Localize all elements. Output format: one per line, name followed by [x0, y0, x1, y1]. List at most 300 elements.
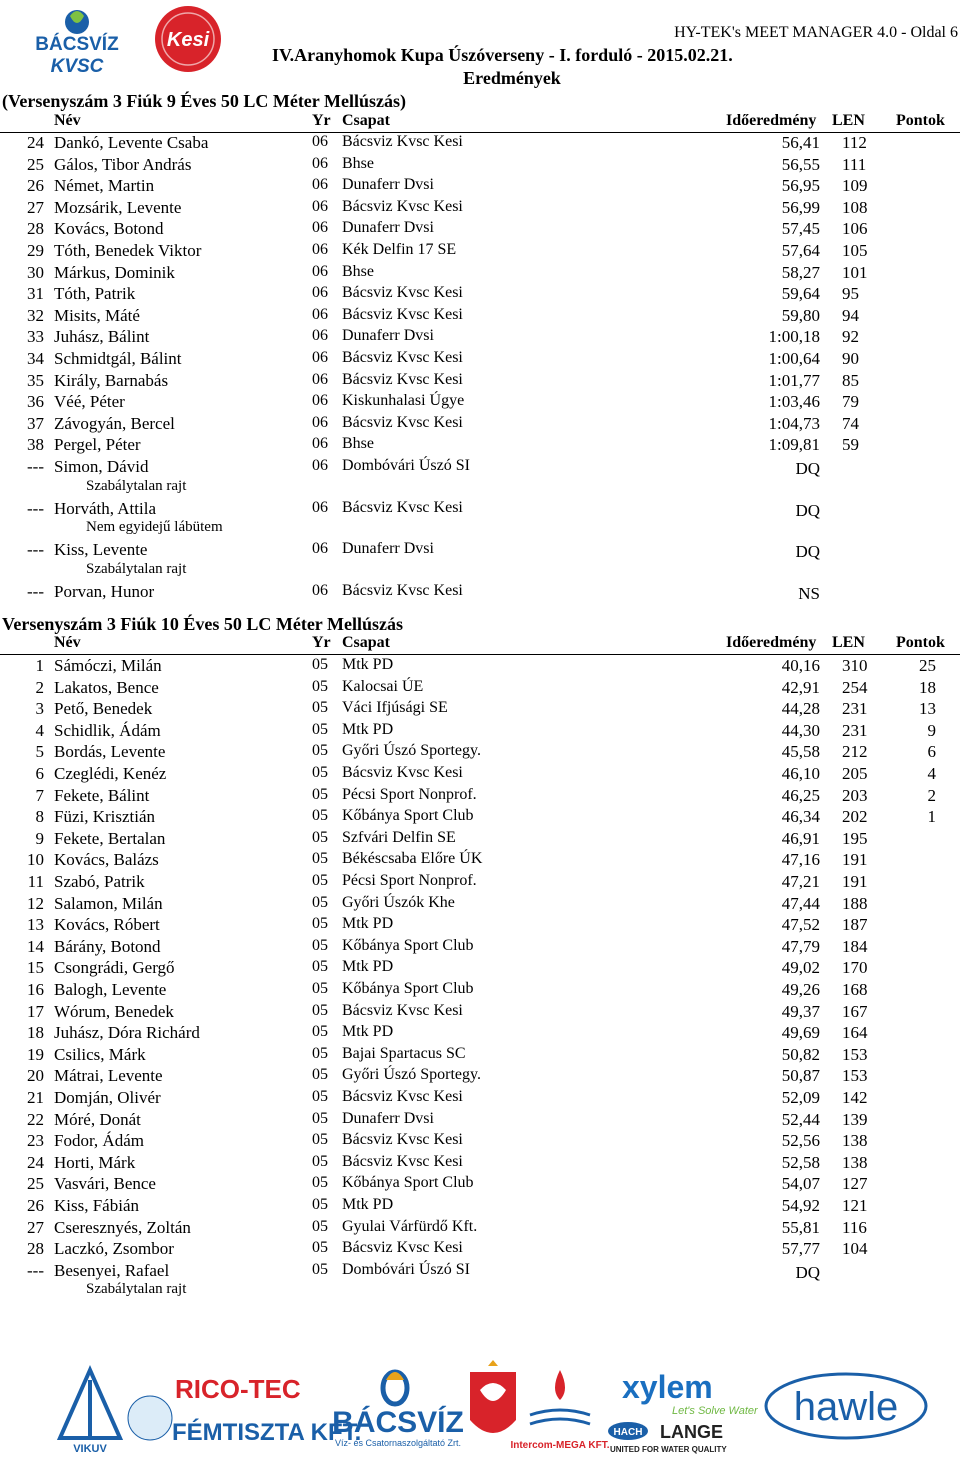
birth-year: 06: [312, 370, 328, 388]
len-points: 109: [842, 176, 868, 196]
results-subtitle: Eredmények: [463, 68, 561, 88]
result-row: [0, 872, 960, 893]
dq-row: [0, 1261, 960, 1282]
birth-year: 05: [312, 1001, 328, 1019]
birth-year: 05: [312, 872, 328, 889]
swimmer-name: Gálos, Tibor András: [54, 154, 192, 174]
result-place: 16: [27, 980, 44, 999]
result-time: 47,44: [781, 893, 820, 913]
result-row: [0, 786, 960, 807]
intercom-logo: [510, 1370, 609, 1451]
result-row: [0, 742, 960, 763]
result-place: 22: [27, 1109, 44, 1129]
intercom-text: Intercom-MEGA KFT.: [510, 1440, 610, 1451]
birth-year: 05: [312, 1066, 328, 1084]
result-place: ---: [27, 457, 44, 476]
team-name: Dunaferr Dvsi: [342, 176, 434, 194]
femtiszta-text: FÉMTISZTA KFT.: [172, 1419, 362, 1446]
swimmer-name: Pergel, Péter: [54, 435, 141, 455]
birth-year: 06: [312, 498, 328, 516]
logo2-text: Kesi: [166, 29, 210, 51]
result-status: DQ: [795, 1262, 820, 1282]
xylem-hach-logo: [608, 1369, 759, 1454]
result-time: 56,95: [781, 176, 820, 196]
swimmer-name: Tóth, Patrik: [54, 284, 136, 304]
len-points: 59: [842, 435, 859, 455]
result-time: 46,10: [781, 764, 820, 783]
swimmer-name: Márkus, Dominik: [54, 262, 175, 282]
result-time: 52,44: [781, 1109, 820, 1129]
bacsviz-sponsor-text: BÁCSVÍZ: [332, 1406, 464, 1439]
result-row: [0, 829, 960, 850]
swimmer-name: Kiss, Levente: [54, 540, 148, 560]
swimmer-name: Salamon, Milán: [54, 893, 163, 913]
swimmer-name: Porvan, Hunor: [54, 581, 155, 601]
result-place: 24: [27, 133, 44, 152]
ricotec-text: RICO-TEC: [175, 1374, 301, 1404]
result-place: 26: [27, 1196, 44, 1215]
swimmer-name: Laczkó, Zsombor: [54, 1239, 174, 1259]
result-time: 57,45: [781, 219, 820, 239]
result-time: 1:03,46: [768, 392, 820, 412]
team-name: Dunaferr Dvsi: [342, 327, 434, 345]
result-time: 59,80: [781, 305, 820, 325]
hawle-logo: [766, 1374, 926, 1438]
result-place: 1: [35, 656, 44, 675]
result-row: [0, 656, 960, 677]
birth-year: 05: [312, 893, 328, 911]
result-place: 12: [27, 893, 44, 913]
result-time: 1:09,81: [768, 435, 820, 455]
result-time: 52,09: [781, 1088, 820, 1107]
len-points: 188: [842, 893, 868, 913]
team-name: Bácsviz Kvsc Kesi: [342, 1239, 463, 1257]
team-name: Kőbánya Sport Club: [342, 807, 474, 825]
score-points: 13: [919, 699, 936, 719]
xylem-sub: Let's Solve Water: [672, 1405, 758, 1417]
len-points: 121: [842, 1196, 868, 1215]
result-row: [0, 392, 960, 413]
team-name: Szfvári Delfin SE: [342, 828, 456, 846]
swimmer-name: Kiss, Fábián: [54, 1196, 139, 1215]
swimmer-name: Schmidtgál, Bálint: [54, 349, 182, 368]
meet-manager-label: HY-TEK's MEET MANAGER 4.0 - Oldal 6: [674, 24, 958, 41]
len-points: 153: [842, 1044, 868, 1064]
team-name: Győri Úszó Sportegy.: [342, 742, 481, 760]
score-points: 25: [919, 656, 936, 675]
len-points: 116: [842, 1217, 867, 1237]
result-place: ---: [27, 498, 44, 518]
team-name: Bácsviz Kvsc Kesi: [342, 1131, 463, 1149]
len-points: 142: [842, 1088, 868, 1107]
vikuv-text: VIKUV: [73, 1443, 107, 1455]
result-row: [0, 1002, 960, 1023]
team-name: Bácsviz Kvsc Kesi: [342, 1152, 463, 1170]
event2-column-header: [0, 634, 960, 655]
dq-reason: Szabálytalan rajt: [86, 560, 187, 577]
birth-year: 05: [312, 1196, 328, 1213]
score-points: 18: [919, 677, 936, 697]
len-points: 187: [842, 915, 868, 935]
result-row: [0, 1196, 960, 1217]
birth-year: 05: [312, 720, 328, 738]
team-name: Kőbánya Sport Club: [342, 1174, 474, 1192]
result-place: 7: [35, 785, 44, 805]
result-row: [0, 937, 960, 958]
birth-year: 05: [312, 1088, 328, 1105]
result-row: [0, 176, 960, 197]
result-place: 25: [27, 1174, 44, 1194]
result-place: 34: [27, 349, 44, 368]
result-time: 57,77: [781, 1239, 820, 1259]
result-place: 37: [27, 413, 44, 433]
team-name: Mtk PD: [342, 958, 394, 976]
swimmer-name: Simon, Dávid: [54, 457, 149, 476]
result-row: [0, 1218, 960, 1239]
result-time: 49,37: [781, 1001, 820, 1021]
result-row: [0, 1239, 960, 1260]
swimmer-name: Lakatos, Bence: [54, 677, 159, 697]
len-points: 254: [842, 677, 868, 697]
result-time: 1:04,73: [768, 413, 820, 433]
team-name: Mtk PD: [342, 656, 394, 673]
result-place: 31: [27, 284, 44, 304]
result-place: 2: [35, 677, 44, 697]
result-time: 1:00,18: [768, 327, 820, 347]
team-name: Mtk PD: [342, 1023, 394, 1041]
birth-year: 05: [312, 742, 328, 760]
len-points: 106: [842, 219, 868, 239]
team-name: Kőbánya Sport Club: [342, 936, 474, 954]
team-name: Bhse: [342, 262, 374, 280]
result-time: 47,79: [781, 936, 820, 956]
team-name: Mtk PD: [342, 915, 394, 933]
col-time: Időeredmény: [726, 634, 817, 651]
birth-year: 05: [312, 677, 328, 695]
result-place: 28: [27, 1239, 44, 1259]
len-points: 127: [842, 1174, 868, 1194]
result-row: [0, 678, 960, 699]
swimmer-name: Czeglédi, Kenéz: [54, 764, 167, 783]
birth-year: 05: [312, 850, 328, 868]
len-points: 184: [842, 936, 868, 956]
swimmer-name: Tóth, Benedek Viktor: [54, 241, 202, 260]
score-points: 9: [927, 720, 936, 740]
result-place: 36: [27, 392, 44, 412]
col-team: Csapat: [342, 634, 391, 651]
result-time: 44,28: [781, 699, 820, 719]
swimmer-name: Bordás, Levente: [54, 742, 166, 762]
team-name: Kék Delfin 17 SE: [342, 241, 457, 258]
swimmer-name: Csongrádi, Gergő: [54, 958, 175, 978]
result-row: [0, 284, 960, 305]
birth-year: 05: [312, 1174, 328, 1192]
birth-year: 06: [312, 327, 328, 345]
city-crest-icon: [470, 1360, 516, 1433]
result-time: 56,55: [781, 154, 820, 174]
birth-year: 05: [312, 1152, 328, 1170]
team-name: Bhse: [342, 154, 374, 172]
team-name: Dombóvári Úszó SI: [342, 1260, 470, 1278]
team-name: Kőbánya Sport Club: [342, 980, 474, 997]
team-name: Dunaferr Dvsi: [342, 1109, 434, 1127]
birth-year: 05: [312, 936, 328, 954]
team-name: Bácsviz Kvsc Kesi: [342, 498, 463, 516]
team-name: Pécsi Sport Nonprof.: [342, 872, 477, 889]
len-points: 112: [842, 133, 867, 152]
result-place: 9: [35, 828, 44, 848]
birth-year: 06: [312, 457, 328, 474]
result-time: 54,07: [781, 1174, 820, 1194]
result-row: [0, 1131, 960, 1152]
len-points: 191: [842, 872, 868, 891]
len-points: 74: [842, 413, 859, 433]
kesi-logo: [152, 4, 224, 74]
len-points: 111: [842, 154, 867, 174]
result-time: 52,56: [781, 1131, 820, 1151]
len-points: 108: [842, 197, 868, 217]
swimmer-name: Horváth, Attila: [54, 498, 156, 518]
len-points: 191: [842, 850, 868, 870]
dq-row: [0, 457, 960, 478]
result-place: 5: [35, 742, 44, 762]
result-row: [0, 915, 960, 936]
result-place: 3: [35, 699, 44, 719]
birth-year: 05: [312, 958, 328, 976]
team-name: Gyulai Várfürdő Kft.: [342, 1217, 478, 1235]
result-row: [0, 241, 960, 262]
xylem-text: xylem: [622, 1369, 713, 1405]
len-points: 168: [842, 980, 868, 999]
result-place: 27: [27, 1217, 44, 1237]
result-row: [0, 850, 960, 871]
swimmer-name: Szabó, Patrik: [54, 872, 145, 891]
swimmer-name: Fodor, Ádám: [54, 1131, 144, 1151]
len-points: 138: [842, 1131, 868, 1151]
result-row: [0, 327, 960, 348]
result-row: [0, 306, 960, 327]
result-time: 59,64: [781, 284, 820, 304]
swimmer-name: Domján, Olivér: [54, 1088, 161, 1107]
birth-year: 06: [312, 413, 328, 431]
swimmer-name: Wórum, Benedek: [54, 1001, 174, 1021]
result-row: [0, 1023, 960, 1044]
team-name: Győri Úszó Sportegy.: [342, 1066, 481, 1084]
result-place: 13: [27, 915, 44, 935]
swimmer-name: Füzi, Krisztián: [54, 807, 156, 827]
team-name: Bácsviz Kvsc Kesi: [342, 197, 463, 215]
birth-year: 05: [312, 807, 328, 825]
result-row: [0, 699, 960, 720]
result-row: [0, 894, 960, 915]
result-time: 50,82: [781, 1044, 820, 1064]
result-time: 47,16: [781, 850, 820, 870]
score-points: 1: [927, 807, 936, 827]
team-name: Bácsviz Kvsc Kesi: [342, 133, 463, 150]
result-place: ---: [27, 581, 44, 601]
birth-year: 06: [312, 219, 328, 237]
team-name: Bácsviz Kvsc Kesi: [342, 413, 463, 431]
team-name: Mtk PD: [342, 1196, 394, 1213]
swimmer-name: Fekete, Bálint: [54, 785, 150, 805]
result-time: 42,91: [781, 677, 820, 697]
dq-reason: Nem egyidejű lábütem: [86, 519, 223, 536]
col-yr: Yr: [312, 634, 331, 651]
birth-year: 06: [312, 133, 328, 150]
result-place: 24: [27, 1152, 44, 1172]
result-time: 56,99: [781, 197, 820, 217]
swimmer-name: Misits, Máté: [54, 305, 140, 325]
swimmer-name: Juhász, Bálint: [54, 327, 150, 347]
result-place: 17: [27, 1001, 44, 1021]
result-place: 11: [27, 872, 44, 891]
result-place: ---: [27, 540, 44, 560]
logo1-text-top: BÁCSVÍZ: [35, 34, 119, 55]
team-name: Kiskunhalasi Úgye: [342, 392, 465, 410]
birth-year: 06: [312, 392, 328, 410]
len-points: 104: [842, 1239, 868, 1259]
sponsor-banner: [0, 1360, 960, 1458]
team-name: Bácsviz Kvsc Kesi: [342, 1001, 463, 1019]
result-time: 58,27: [781, 262, 820, 282]
result-status: DQ: [795, 542, 820, 562]
result-row: [0, 1066, 960, 1087]
result-place: 28: [27, 219, 44, 239]
result-place: 29: [27, 241, 44, 260]
result-time: 1:00,64: [768, 349, 820, 368]
team-name: Pécsi Sport Nonprof.: [342, 785, 477, 803]
result-place: 32: [27, 305, 44, 325]
len-points: 205: [842, 764, 868, 783]
result-time: 57,64: [781, 241, 820, 260]
result-time: 49,02: [781, 958, 820, 978]
ricotec-logo: [128, 1374, 361, 1446]
result-time: 45,58: [781, 742, 820, 762]
result-time: 49,26: [781, 980, 820, 999]
result-row: [0, 371, 960, 392]
team-name: Dunaferr Dvsi: [342, 219, 434, 237]
result-time: 50,87: [781, 1066, 820, 1086]
birth-year: 06: [312, 284, 328, 302]
birth-year: 05: [312, 915, 328, 933]
team-name: Bajai Spartacus SC: [342, 1044, 466, 1062]
len-points: 101: [842, 262, 868, 282]
score-points: 4: [927, 764, 936, 783]
result-place: 27: [27, 197, 44, 217]
birth-year: 06: [312, 197, 328, 215]
page-header: [0, 0, 960, 96]
result-row: [0, 1088, 960, 1109]
swimmer-name: Kovács, Róbert: [54, 915, 160, 935]
dq-row: [0, 582, 960, 603]
len-points: 139: [842, 1109, 868, 1129]
dq-reason: Szabálytalan rajt: [86, 477, 187, 494]
swimmer-name: Király, Barnabás: [54, 370, 169, 390]
result-row: [0, 807, 960, 828]
team-name: Bácsviz Kvsc Kesi: [342, 370, 463, 388]
bacsviz-sponsor-logo: [332, 1372, 464, 1448]
birth-year: 06: [312, 540, 328, 558]
col-yr: Yr: [312, 112, 331, 129]
team-name: Bácsviz Kvsc Kesi: [342, 581, 463, 599]
result-row: [0, 1153, 960, 1174]
birth-year: 06: [312, 241, 328, 258]
bacsviz-sponsor-sub: Víz- és Csatornaszolgáltató Zrt.: [334, 1438, 462, 1448]
birth-year: 06: [312, 305, 328, 323]
len-points: 310: [842, 656, 868, 675]
col-name: Név: [54, 634, 81, 651]
birth-year: 05: [312, 1217, 328, 1235]
len-points: 105: [842, 241, 868, 260]
col-time: Időeredmény: [726, 112, 817, 129]
swimmer-name: Dankó, Levente Csaba: [54, 133, 209, 152]
result-time: 46,25: [781, 785, 820, 805]
len-points: 94: [842, 305, 859, 325]
birth-year: 05: [312, 1044, 328, 1062]
col-pts: Pontok: [896, 634, 945, 651]
team-name: Dombóvári Úszó SI: [342, 457, 470, 474]
swimmer-name: Schidlik, Ádám: [54, 720, 161, 740]
team-name: Dunaferr Dvsi: [342, 540, 434, 558]
result-status: DQ: [795, 500, 820, 520]
result-time: 56,41: [781, 133, 820, 152]
birth-year: 05: [312, 656, 328, 673]
len-points: 231: [842, 720, 868, 740]
swimmer-name: Mozsárik, Levente: [54, 197, 182, 217]
event2-title: Versenyszám 3 Fiúk 10 Éves 50 LC Méter Mellúszás: [2, 614, 403, 634]
result-row: [0, 1174, 960, 1195]
result-row: [0, 133, 960, 154]
dq-row: [0, 499, 960, 520]
lange-text: LANGE: [660, 1422, 723, 1442]
vikuv-logo: [60, 1370, 120, 1455]
result-place: 6: [35, 764, 44, 783]
swimmer-name: Véé, Péter: [54, 392, 125, 412]
swimmer-name: Horti, Márk: [54, 1152, 136, 1172]
result-place: 25: [27, 154, 44, 174]
birth-year: 06: [312, 176, 328, 194]
result-time: 47,21: [781, 872, 820, 891]
result-place: 15: [27, 958, 44, 978]
len-points: 95: [842, 284, 859, 304]
swimmer-name: Besenyei, Rafael: [54, 1260, 170, 1280]
len-points: 92: [842, 327, 859, 347]
len-points: 195: [842, 828, 868, 848]
result-place: ---: [27, 1260, 44, 1280]
result-place: 20: [27, 1066, 44, 1086]
swimmer-name: Mátrai, Levente: [54, 1066, 163, 1086]
score-points: 2: [927, 785, 936, 805]
result-row: [0, 155, 960, 176]
team-name: Kalocsai ÚE: [342, 677, 424, 695]
result-row: [0, 435, 960, 456]
col-pts: Pontok: [896, 112, 945, 129]
result-row: [0, 198, 960, 219]
swimmer-name: Kovács, Balázs: [54, 850, 159, 870]
result-row: [0, 958, 960, 979]
birth-year: 06: [312, 262, 328, 280]
result-time: 46,91: [781, 828, 820, 848]
result-place: 35: [27, 370, 44, 390]
birth-year: 05: [312, 828, 328, 846]
result-row: [0, 414, 960, 435]
team-name: Győri Úszók Khe: [342, 893, 455, 911]
result-place: 23: [27, 1131, 44, 1151]
result-place: 38: [27, 435, 44, 455]
len-points: 231: [842, 699, 868, 719]
swimmer-name: Német, Martin: [54, 176, 155, 196]
swimmer-name: Vasvári, Bence: [54, 1174, 156, 1194]
